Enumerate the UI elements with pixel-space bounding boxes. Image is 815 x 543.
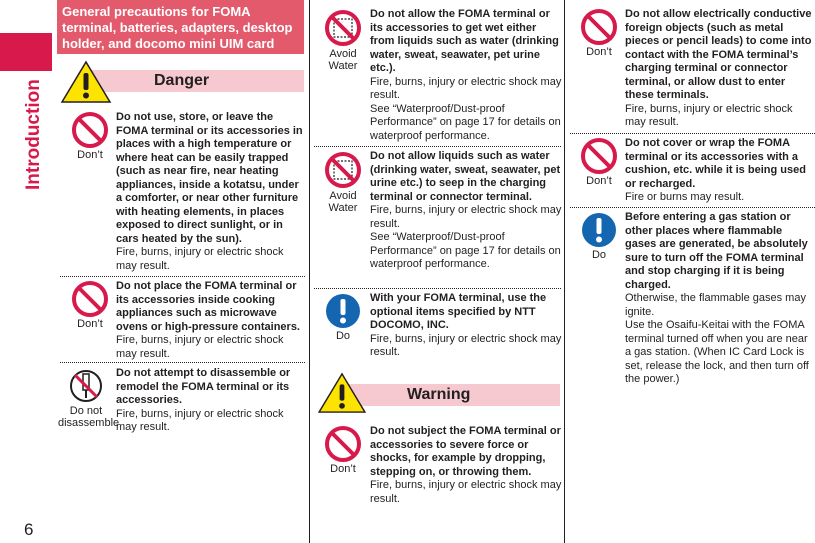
consequence-text: Otherwise, the flammable gases may ignite. bbox=[625, 292, 806, 318]
precaution-text: Do not attempt to disassemble or remodel the FOMA terminal or its accessories. bbox=[116, 367, 291, 406]
precaution-item: Avoid Water Do not allow liquids such as water (drinking water, sweat, seawater, pet urine etc.) to seep in the charging terminal or connector terminal. Fire, burns, injury or electric shock may result. See “Waterproof/Dust-proof Performance” on page 17 for details on waterproof performance. bbox=[318, 150, 561, 290]
mandatory-icon bbox=[324, 292, 362, 330]
no-disassemble-icon bbox=[67, 367, 105, 405]
reference-text: See “Waterproof/Dust-proof Performance” on page 17 for details on waterproof performance. bbox=[370, 231, 561, 270]
precaution-text: With your FOMA terminal, use the optional items specified by NTT DOCOMO, INC. bbox=[370, 292, 547, 331]
prohibition-icon bbox=[580, 137, 618, 175]
column-divider bbox=[309, 0, 310, 543]
avoid-water-icon bbox=[323, 8, 363, 48]
avoid-water-icon bbox=[323, 150, 363, 190]
precaution-text: Do not use, store, or leave the FOMA terminal or its accessories in places with a high temperature or where heat can be easily trapped (such as near fire, near heating appliances, inside a kotatsu, under a comforter, or near other furniture with heating elements, in places exposed to direct sunlight, or in cars heated by the sun). bbox=[116, 111, 303, 245]
item-divider bbox=[60, 362, 305, 363]
precaution-item: Avoid Water Do not allow the FOMA terminal or its accessories to get wet either from liquids such as water (drinking water, sweat, seawater, pet urine etc.). Fire, burns, injury or electric shock may result. See “Waterproof/Dust-proof Performance” on page 17 for details on waterproof performance. bbox=[318, 8, 561, 148]
precaution-text: Do not allow liquids such as water (drinking water, sweat, seawater, pet urine etc.) to seep in the charging terminal or connector terminal. bbox=[370, 150, 561, 203]
danger-warning-icon bbox=[60, 60, 112, 104]
reference-text: See “Waterproof/Dust-proof Performance” on page 17 for details on waterproof performance. bbox=[370, 102, 561, 142]
consequence-text: Fire or burns may result. bbox=[625, 191, 745, 203]
precaution-text: Do not allow the FOMA terminal or its accessories to get wet either from liquids such as water (drinking water, sweat, seawater, pet urine etc.). bbox=[370, 8, 559, 74]
section-label: Introduction bbox=[23, 79, 44, 190]
precaution-item: Don’t Do not allow electrically conductive foreign objects (such as metal pieces or pencil leads) to come into contact with the FOMA terminal’s charging terminal or connector terminal, or allow dust to enter these terminals. Fire, burns, injury or electric shock may result. bbox=[574, 8, 815, 133]
page-number: 6 bbox=[24, 520, 34, 539]
consequence-text: Fire, burns, injury or electric shock may result. bbox=[370, 75, 562, 101]
consequence-text: Fire, burns, injury or electric shock may result. bbox=[370, 479, 562, 505]
item-divider bbox=[314, 146, 561, 147]
precaution-text: Do not subject the FOMA terminal or accessories to severe force or shocks, for example by dropping, stepping on, or throwing them. bbox=[370, 425, 561, 478]
precaution-item: Don’t Do not subject the FOMA terminal or accessories to severe force or shocks, for example by dropping, stepping on, or throwing them. Fire, burns, injury or electric shock may result. bbox=[318, 425, 561, 515]
prohibition-icon bbox=[324, 425, 362, 463]
section-tab bbox=[0, 33, 52, 71]
warning-band: Warning bbox=[340, 384, 560, 406]
precaution-text: Before entering a gas station or other places where flammable gases are generated, be absolutely sure to turn off the FOMA terminal and stop charging if it is being charged. bbox=[625, 211, 808, 291]
section-header: General precautions for FOMA terminal, batteries, adapters, desktop holder, and docomo mini UIM card bbox=[57, 0, 304, 54]
consequence-text: Fire, burns, injury or electric shock may result. bbox=[116, 334, 284, 360]
consequence-text: Fire, burns, injury or electric shock may result. bbox=[625, 102, 793, 128]
precaution-item bbox=[65, 111, 305, 276]
item-divider bbox=[570, 207, 815, 208]
item-divider bbox=[314, 288, 561, 289]
prohibition-icon bbox=[71, 111, 109, 149]
precaution-text: Do not place the FOMA terminal or its accessories inside cooking appliances such as microwave ovens or high-pressure containers. bbox=[116, 280, 300, 333]
precaution-text: Do not cover or wrap the FOMA terminal or its accessories with a cushion, etc. while it is being used or recharged. bbox=[625, 137, 806, 190]
mandatory-icon bbox=[580, 211, 618, 249]
item-divider bbox=[60, 276, 305, 277]
consequence-text: Fire, burns, injury or electric shock may result. bbox=[370, 204, 562, 230]
column-divider bbox=[564, 0, 565, 543]
dont-icon-wrap: Don’t bbox=[65, 111, 115, 161]
precaution-item: Do not disassemble Do not attempt to disassemble or remodel the FOMA terminal or its accessories. Fire, burns, injury or electric shock may result. bbox=[58, 367, 305, 447]
danger-band: Danger bbox=[82, 70, 304, 92]
consequence-text: Fire, burns, injury or electric shock may result. bbox=[116, 246, 284, 272]
item-divider bbox=[570, 133, 815, 134]
additional-note: Use the Osaifu-Keitai with the FOMA terminal turned off when you are near a gas station. (When IC Card Lock is set, release the lock, and then turn off the power.) bbox=[625, 319, 809, 385]
prohibition-icon bbox=[580, 8, 618, 46]
consequence-text: Fire, burns, injury or electric shock may result. bbox=[116, 407, 284, 433]
precaution-item: Don’t Do not place the FOMA terminal or its accessories inside cooking appliances such as microwave ovens or high-pressure containers. Fire, burns, injury or electric shock may result. bbox=[65, 280, 305, 360]
precaution-item: Don’t Do not cover or wrap the FOMA terminal or its accessories with a cushion, etc. while it is being used or recharged. Fire or burns may result. bbox=[574, 137, 815, 207]
warning-triangle-icon bbox=[317, 372, 367, 414]
precaution-item: Do Before entering a gas station or other places where flammable gases are generated, be absolutely sure to turn off the FOMA terminal and stop charging if it is being charged. Otherwise, the flammable gases may ignite. Use the Osaifu-Keitai with the FOMA terminal turned off when you are near a gas station. (When IC Card Lock is set, release the lock, and then turn off the power.) bbox=[574, 211, 815, 401]
precaution-text: Do not allow electrically conductive foreign objects (such as metal pieces or pencil leads) to come into contact with the FOMA terminal’s charging terminal or connector terminal, or allow dust to enter these terminals. bbox=[625, 8, 812, 101]
consequence-text: Fire, burns, injury or electric shock may result. bbox=[370, 332, 562, 358]
prohibition-icon bbox=[71, 280, 109, 318]
precaution-item: Do With your FOMA terminal, use the optional items specified by NTT DOCOMO, INC. Fire, burns, injury or electric shock may result. bbox=[318, 292, 561, 362]
